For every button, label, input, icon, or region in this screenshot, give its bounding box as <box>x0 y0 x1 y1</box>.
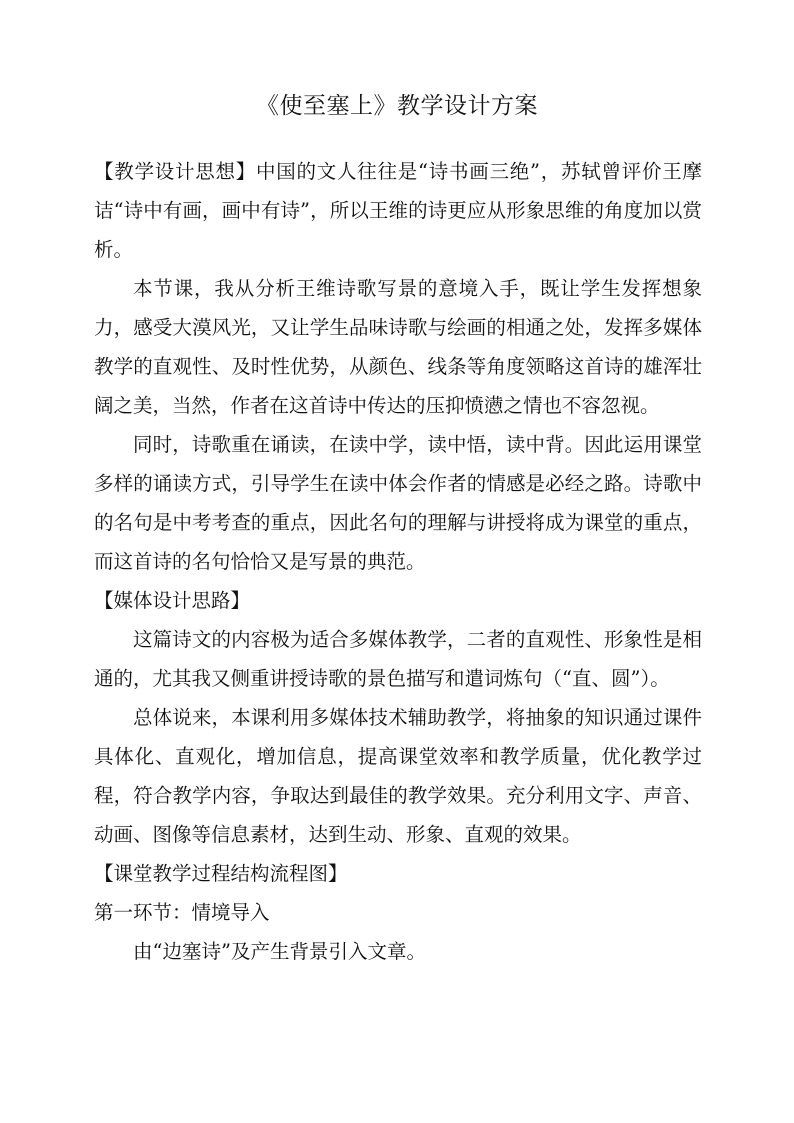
media-design-text-1: 这篇诗文的内容极为适合多媒体教学，二者的直观性、形象性是相通的，尤其我又侧重讲授诗歌的景色描写和遣词炼句（“直、圆”）。 <box>94 628 702 690</box>
design-thought-paragraph <box>94 152 702 269</box>
design-thought-text-2: 本节课，我从分析王维诗歌写景的意境入手，既让学生发挥想象力，感受大漠风光，又让学生品味诗歌与绘画的相通之处，发挥多媒体教学的直观性、及时性优势，从颜色、线条等角度领略这首诗的雄浑壮阔之美，当然，作者在这首诗中传达的压抑愤懑之情也不容忽视。 <box>94 277 702 417</box>
media-design-heading: 【媒体设计思路】 <box>94 589 251 612</box>
document-body <box>94 152 702 971</box>
process-step-label: 第一环节：情境导入 <box>94 901 270 924</box>
process-step-text: 由“边塞诗”及产生背景引入文章。 <box>133 940 426 963</box>
media-design-text-2: 总体说来，本课利用多媒体技术辅助教学，将抽象的知识通过课件具体化、直观化，增加信息，提高课堂效率和教学质量，优化教学过程，符合教学内容，争取达到最佳的教学效果。充分利用文字、声音、动画、图像等信息素材，达到生动、形象、直观的效果。 <box>94 706 702 846</box>
design-thought-text-1: 中国的文人往往是“诗书画三绝”，苏轼曾评价王摩诘“诗中有画，画中有诗”，所以王维的诗更应从形象思维的角度加以赏析。 <box>94 160 702 261</box>
document-title: 《使至塞上》教学设计方案 <box>256 93 538 119</box>
process-flow-heading: 【课堂教学过程结构流程图】 <box>94 862 348 885</box>
design-thought-text-3: 同时，诗歌重在诵读，在读中学，读中悟，读中背。因此运用课堂多样的诵读方式，引导学生在读中体会作者的情感是必经之路。诗歌中的名句是中考考查的重点，因此名句的理解与讲授将成为课堂的重点，而这首诗的名句恰恰又是写景的典范。 <box>94 433 702 573</box>
design-thought-heading: 【教学设计思想】 <box>94 160 257 183</box>
